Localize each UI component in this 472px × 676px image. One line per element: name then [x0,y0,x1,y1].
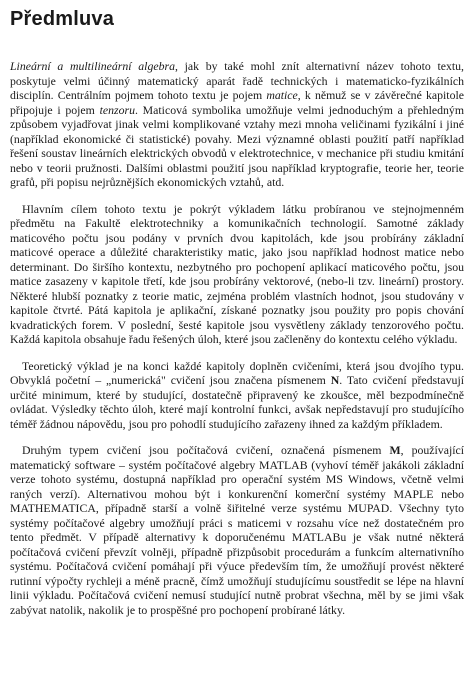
text-run: , k němuž se v závěrečné kapitole připojuje i pojem [10,88,464,117]
paragraph-exercises-numeric [10,359,464,432]
emphasized-term: Lineární a multilineární algebra [10,59,175,73]
paragraph-exercises-computer [10,443,464,617]
paragraph-intro [10,59,464,190]
text-run: , jak by také mohl znít alternativní název tohoto textu, poskytuje velmi účinný matematický aparát řadě technických i matematicko-fyzikálních disciplín. Centrálním pojmem tohoto textu je pojem [10,59,464,102]
text-run: . Maticová symbolika umožňuje velmi jednoduchým a přehledným způsobem vyjadřovat jinak velmi komplikované vztahy mezi mnoha veličinami fyzikální i jiné (například ekonomické či statistické) povahy. Mezi významné oblasti použití patří například řešení soustav lineárních elektrických obvodů v elektrotechnice, v mechanice při studiu kmitání nebo v teorii pružnosti. Dalšími oblastmi použití jsou například kryptografie, teorie her, teorie grafů, při popisu nejrůznějších ekonomických vztahů, atd. [10,102,464,189]
text-run: , používající matematický software – systém počítačové algebry MATLAB (vyhoví téměř jakákoli základní verze tohoto systému, dostupná například pro operační systém MS Windows, včetně velmi raných verzí). Alternativou mohou být i konkurenční komerční systémy MAPLE nebo MATHEMATICA, případně starší a volně šiřitelné verze systému MUPAD. Všechny tyto systémy počítačové algebry umožňují práci s maticemi v rozsahu více než dostatečném pro tento předmět. V případě alternativy k doporučenému MATLABu je však nutné některá počítačová cvičení převzít volněji, případně přizpůsobit procedurám a funkcím alternativního systému. Počítačová cvičení pomáhají při výuce především tím, že umožňují provést některé rutinní výpočty rychleji a méně pracně, čímž umožňují studujícímu soustředit se lépe na hlavní linii výkladu. Počítačová cvičení nemusí studující nutně probrat všechna, měl by se jimi však zabývat natolik, nakolik je to prospěšné pro pochopení probírané látky. [10,443,465,617]
text-run: . Tato cvičení představují určité minimum, které by studující, dostatečně připravený ke zkoušce, měl bezpodmínečně ovládat. Výsledky těchto úloh, které mají kontrolní funkci, avšak nepředstavují pro studujícího téměř žádnou nápovědu, jsou pro pohodlí studujícího zařazeny ihned za každým příkladem. [10,373,465,431]
emphasized-term: matice [266,88,298,102]
text-run: Druhým typem cvičení jsou počítačová cvičení, označená písmenem [22,443,390,457]
text-run: Teoretický výklad je na konci každé kapitoly doplněn cvičeními, která jsou dvojího typu. Obvyklá početní – „numerická" cvičení jsou značena písmenem [10,358,464,387]
paragraph-aims [10,202,464,347]
bold-letter: N [330,373,340,387]
page-title: Předmluva [10,8,115,30]
text-run: Hlavním cílem tohoto textu je pokrýt výkladem látku probíranou ve stejnojmenném předmětu na Fakultě elektrotechniky a komunikačních technologií. Samotné základy maticového počtu jsou podány v prvních dvou kapitolách, kde jsou probírány základní maticové operace a důležité charakteristiky matic, jako jsou například hodnost matice nebo determinant. Do širšího kontextu, nezbytného pro pochopení aplikací maticového počtu, jsou matice zasazeny v kapitole třetí, kde jsou probírány vektorové, (nebo-li tzv. lineární) prostory. Některé hlubší poznatky z teorie matic, zejména problém vlastních hodnot, jsou studovány v kapitole čtvrté. Pátá kapitola je aplikační, získané poznatky jsou použity pro popis chování kvadratických forem. V poslední, šesté kapitole jsou vysvětleny základy tenzorového počtu. Každá kapitola obsahuje řadu řešených úloh, které jsou začleněny do kontextu celého výkladu. [10,201,464,346]
bold-letter: M [389,443,401,457]
preface-page [10,8,464,617]
emphasized-term: tenzoru [99,102,135,117]
